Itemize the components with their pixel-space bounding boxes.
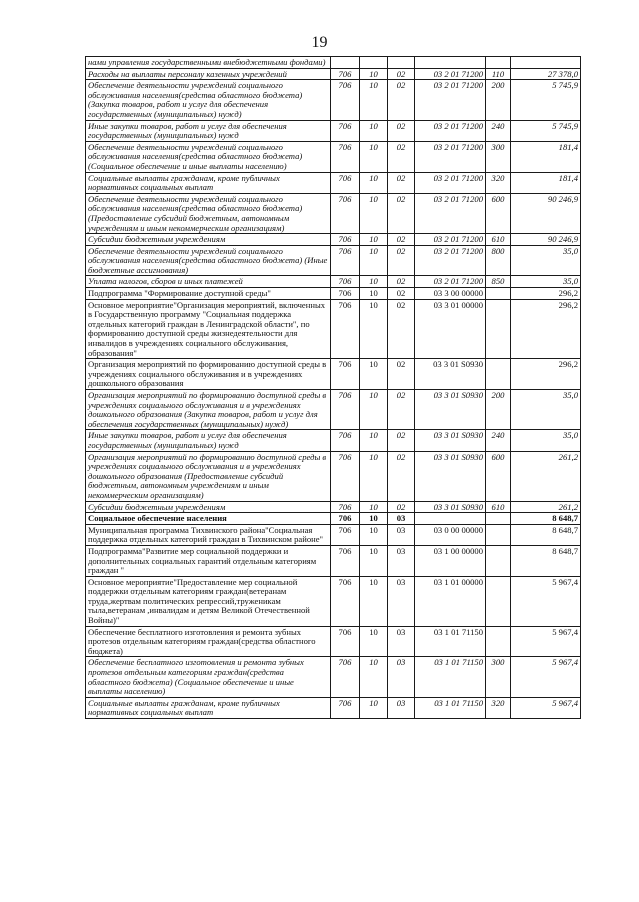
table-row — [86, 57, 581, 69]
row-subsection-cell: 02 — [388, 234, 415, 246]
table-row — [86, 513, 581, 525]
row-subsection-cell: 03 — [388, 513, 415, 525]
row-ved-cell: 706 — [331, 68, 360, 80]
row-expense-type-cell: 300 — [486, 657, 511, 697]
row-section-cell: 10 — [360, 172, 388, 193]
row-target-article-cell: 03 1 01 71150 — [415, 697, 486, 718]
row-target-article-cell — [415, 513, 486, 525]
row-subsection-cell: 02 — [388, 288, 415, 300]
row-amount-cell: 35,0 — [511, 245, 581, 276]
row-amount-cell: 5 745,9 — [511, 80, 581, 120]
row-section-cell: 10 — [360, 545, 388, 576]
row-name-cell: нами управления государственными внебюджетными фондами) — [86, 57, 331, 69]
row-section-cell: 10 — [360, 120, 388, 141]
row-expense-type-cell — [486, 513, 511, 525]
row-ved-cell — [331, 57, 360, 69]
row-target-article-cell: 03 3 01 S0930 — [415, 359, 486, 390]
row-subsection-cell: 03 — [388, 545, 415, 576]
row-target-article-cell: 03 1 01 00000 — [415, 576, 486, 626]
row-target-article-cell: 03 3 01 S0930 — [415, 390, 486, 430]
row-subsection-cell: 02 — [388, 141, 415, 172]
row-section-cell: 10 — [360, 697, 388, 718]
row-expense-type-cell: 240 — [486, 120, 511, 141]
row-name-cell: Подпрограмма "Формирование доступной среды" — [86, 288, 331, 300]
row-ved-cell: 706 — [331, 657, 360, 697]
row-expense-type-cell — [486, 626, 511, 657]
row-target-article-cell: 03 3 01 S0930 — [415, 451, 486, 501]
row-subsection-cell: 03 — [388, 524, 415, 545]
table-row — [86, 80, 581, 120]
row-amount-cell: 8 648,7 — [511, 513, 581, 525]
row-section-cell: 10 — [360, 245, 388, 276]
row-name-cell: Субсидии бюджетным учреждениям — [86, 234, 331, 246]
row-name-cell: Обеспечение деятельности учреждений социального обслуживания населения(средства областного бюджета) (Предоставление субсидий бюджетным, автономным учреждениям и иным некоммерческим организациям) — [86, 193, 331, 233]
row-ved-cell: 706 — [331, 276, 360, 288]
table-row — [86, 120, 581, 141]
row-ved-cell: 706 — [331, 288, 360, 300]
row-expense-type-cell: 320 — [486, 697, 511, 718]
row-target-article-cell: 03 1 00 00000 — [415, 545, 486, 576]
row-name-cell: Основное мероприятие"Предоставление мер социальной поддержки отдельным категориям граждан(ветеранам труда,жертвам политических репрессий,труженикам тыла,ветеранам ,инвалидам и детям Великой Отечественной Войны)" — [86, 576, 331, 626]
row-section-cell: 10 — [360, 524, 388, 545]
row-ved-cell: 706 — [331, 524, 360, 545]
row-expense-type-cell — [486, 524, 511, 545]
table-row — [86, 626, 581, 657]
row-expense-type-cell: 600 — [486, 193, 511, 233]
row-subsection-cell: 03 — [388, 576, 415, 626]
page-number: 19 — [311, 34, 328, 51]
row-name-cell: Расходы на выплаты персоналу казенных учреждений — [86, 68, 331, 80]
row-target-article-cell: 03 2 01 71200 — [415, 276, 486, 288]
row-ved-cell: 706 — [331, 141, 360, 172]
row-ved-cell: 706 — [331, 172, 360, 193]
row-target-article-cell: 03 3 00 00000 — [415, 288, 486, 300]
row-subsection-cell: 02 — [388, 245, 415, 276]
row-section-cell: 10 — [360, 390, 388, 430]
row-ved-cell: 706 — [331, 193, 360, 233]
table-row — [86, 172, 581, 193]
row-amount-cell — [511, 57, 581, 69]
row-name-cell: Подпрограмма"Развитие мер социальной поддержки и дополнительных социальных гарантий отдельным категориям граждан " — [86, 545, 331, 576]
row-subsection-cell: 02 — [388, 193, 415, 233]
row-amount-cell: 5 967,4 — [511, 576, 581, 626]
row-amount-cell: 35,0 — [511, 390, 581, 430]
row-name-cell: Социальные выплаты гражданам, кроме публичных нормативных социальных выплат — [86, 172, 331, 193]
row-name-cell: Обеспечение бесплатного изготовления и ремонта зубных протезов отдельным категориям граждан(средства областного бюджета) — [86, 626, 331, 657]
row-section-cell: 10 — [360, 501, 388, 513]
row-section-cell: 10 — [360, 513, 388, 525]
row-subsection-cell: 02 — [388, 68, 415, 80]
table-row — [86, 545, 581, 576]
row-ved-cell: 706 — [331, 299, 360, 359]
table-row — [86, 359, 581, 390]
row-name-cell: Социальные выплаты гражданам, кроме публичных нормативных социальных выплат — [86, 697, 331, 718]
row-name-cell: Обеспечение деятельности учреждений социального обслуживания населения(средства областного бюджета) (Закупка товаров, работ и услуг для обеспечения государственных (муниципальных) нужд) — [86, 80, 331, 120]
row-ved-cell: 706 — [331, 430, 360, 451]
row-section-cell: 10 — [360, 193, 388, 233]
row-subsection-cell: 02 — [388, 430, 415, 451]
row-amount-cell: 5 745,9 — [511, 120, 581, 141]
row-amount-cell: 261,2 — [511, 501, 581, 513]
row-section-cell: 10 — [360, 430, 388, 451]
row-name-cell: Организация мероприятий по формированию доступной среды в учреждениях социального обслуживания и в учреждениях дошкольного образования (Закупка товаров, работ и услуг для обеспечения государственных (муниципальных) нужд) — [86, 390, 331, 430]
row-name-cell: Уплата налогов, сборов и иных платежей — [86, 276, 331, 288]
row-ved-cell: 706 — [331, 576, 360, 626]
row-target-article-cell — [415, 57, 486, 69]
row-name-cell: Субсидии бюджетным учреждениям — [86, 501, 331, 513]
table-row — [86, 524, 581, 545]
row-target-article-cell: 03 2 01 71200 — [415, 80, 486, 120]
row-ved-cell: 706 — [331, 697, 360, 718]
table-row — [86, 390, 581, 430]
row-amount-cell: 181,4 — [511, 141, 581, 172]
budget-table-body — [86, 57, 581, 719]
row-ved-cell: 706 — [331, 245, 360, 276]
row-name-cell: Основное мероприятие"Организация мероприятий, включенных в Государственную программу "Социальная поддержка отдельных категорий граждан в Ленинградской области", по формированию доступной среды жизнедеятельности для инвалидов в учреждениях социального обслуживания, образования" — [86, 299, 331, 359]
row-subsection-cell: 02 — [388, 172, 415, 193]
row-ved-cell: 706 — [331, 451, 360, 501]
row-expense-type-cell — [486, 359, 511, 390]
row-target-article-cell: 03 2 01 71200 — [415, 68, 486, 80]
row-section-cell: 10 — [360, 451, 388, 501]
row-expense-type-cell: 610 — [486, 501, 511, 513]
row-ved-cell: 706 — [331, 80, 360, 120]
row-amount-cell: 35,0 — [511, 430, 581, 451]
row-amount-cell: 5 967,4 — [511, 626, 581, 657]
row-amount-cell: 90 246,9 — [511, 193, 581, 233]
row-subsection-cell: 02 — [388, 390, 415, 430]
row-expense-type-cell: 240 — [486, 430, 511, 451]
row-amount-cell: 27 378,0 — [511, 68, 581, 80]
row-subsection-cell: 03 — [388, 697, 415, 718]
row-target-article-cell: 03 2 01 71200 — [415, 120, 486, 141]
table-row — [86, 299, 581, 359]
row-target-article-cell: 03 2 01 71200 — [415, 245, 486, 276]
row-amount-cell: 296,2 — [511, 288, 581, 300]
row-target-article-cell: 03 2 01 71200 — [415, 193, 486, 233]
row-name-cell: Обеспечение деятельности учреждений социального обслуживания населения(средства областного бюджета) (Иные бюджетные ассигнования) — [86, 245, 331, 276]
row-subsection-cell: 02 — [388, 451, 415, 501]
row-target-article-cell: 03 0 00 00000 — [415, 524, 486, 545]
table-row — [86, 276, 581, 288]
row-ved-cell: 706 — [331, 390, 360, 430]
row-target-article-cell: 03 1 01 71150 — [415, 626, 486, 657]
row-subsection-cell: 03 — [388, 657, 415, 697]
row-expense-type-cell — [486, 545, 511, 576]
row-section-cell: 10 — [360, 657, 388, 697]
row-subsection-cell: 02 — [388, 276, 415, 288]
row-target-article-cell: 03 2 01 71200 — [415, 172, 486, 193]
row-expense-type-cell: 200 — [486, 80, 511, 120]
row-ved-cell: 706 — [331, 359, 360, 390]
row-section-cell: 10 — [360, 626, 388, 657]
row-section-cell: 10 — [360, 576, 388, 626]
row-expense-type-cell — [486, 576, 511, 626]
table-row — [86, 697, 581, 718]
budget-table — [85, 56, 581, 719]
row-section-cell: 10 — [360, 68, 388, 80]
row-name-cell: Иные закупки товаров, работ и услуг для обеспечения государственных (муниципальных) нужд — [86, 430, 331, 451]
table-row — [86, 193, 581, 233]
row-subsection-cell — [388, 57, 415, 69]
table-row — [86, 245, 581, 276]
row-section-cell — [360, 57, 388, 69]
row-expense-type-cell: 800 — [486, 245, 511, 276]
row-amount-cell: 90 246,9 — [511, 234, 581, 246]
row-section-cell: 10 — [360, 80, 388, 120]
row-amount-cell: 8 648,7 — [511, 545, 581, 576]
row-expense-type-cell: 610 — [486, 234, 511, 246]
row-name-cell: Организация мероприятий по формированию доступной среды в учреждениях социального обслуживания и в учреждениях дошкольного образования — [86, 359, 331, 390]
row-ved-cell: 706 — [331, 545, 360, 576]
row-expense-type-cell: 320 — [486, 172, 511, 193]
row-section-cell: 10 — [360, 288, 388, 300]
table-row — [86, 288, 581, 300]
row-target-article-cell: 03 2 01 71200 — [415, 234, 486, 246]
row-name-cell: Обеспечение бесплатного изготовления и ремонта зубных протезов отдельным категориям граждан(средства областного бюджета) (Социальное обеспечение и иные выплаты населению) — [86, 657, 331, 697]
table-row — [86, 234, 581, 246]
row-subsection-cell: 02 — [388, 120, 415, 141]
row-subsection-cell: 02 — [388, 359, 415, 390]
row-section-cell: 10 — [360, 299, 388, 359]
row-amount-cell: 8 648,7 — [511, 524, 581, 545]
row-expense-type-cell: 600 — [486, 451, 511, 501]
row-expense-type-cell: 850 — [486, 276, 511, 288]
row-name-cell: Организация мероприятий по формированию доступной среды в учреждениях социального обслуживания и в учреждениях дошкольного образования (Предоставление субсидий бюджетным, автономным учреждениям и иным некоммерческим организациям) — [86, 451, 331, 501]
table-row — [86, 501, 581, 513]
row-amount-cell: 181,4 — [511, 172, 581, 193]
row-target-article-cell: 03 1 01 71150 — [415, 657, 486, 697]
row-expense-type-cell — [486, 288, 511, 300]
row-subsection-cell: 02 — [388, 299, 415, 359]
row-subsection-cell: 02 — [388, 501, 415, 513]
row-amount-cell: 296,2 — [511, 359, 581, 390]
row-section-cell: 10 — [360, 276, 388, 288]
table-row — [86, 141, 581, 172]
row-section-cell: 10 — [360, 141, 388, 172]
row-ved-cell: 706 — [331, 626, 360, 657]
row-target-article-cell: 03 2 01 71200 — [415, 141, 486, 172]
row-expense-type-cell — [486, 57, 511, 69]
row-ved-cell: 706 — [331, 513, 360, 525]
row-ved-cell: 706 — [331, 234, 360, 246]
table-row — [86, 68, 581, 80]
row-subsection-cell: 02 — [388, 80, 415, 120]
row-target-article-cell: 03 3 01 S0930 — [415, 501, 486, 513]
row-name-cell: Муниципальная программа Тихвинского района"Социальная поддержка отдельных категорий граждан в Тихвинском районе" — [86, 524, 331, 545]
row-expense-type-cell: 300 — [486, 141, 511, 172]
table-row — [86, 576, 581, 626]
row-section-cell: 10 — [360, 234, 388, 246]
row-expense-type-cell: 200 — [486, 390, 511, 430]
row-target-article-cell: 03 3 01 00000 — [415, 299, 486, 359]
row-amount-cell: 5 967,4 — [511, 697, 581, 718]
row-ved-cell: 706 — [331, 501, 360, 513]
row-section-cell: 10 — [360, 359, 388, 390]
row-name-cell: Обеспечение деятельности учреждений социального обслуживания населения(средства областного бюджета) (Социальное обеспечение и иные выплаты населению) — [86, 141, 331, 172]
row-amount-cell: 35,0 — [511, 276, 581, 288]
row-amount-cell: 296,2 — [511, 299, 581, 359]
table-row — [86, 657, 581, 697]
row-expense-type-cell: 110 — [486, 68, 511, 80]
row-subsection-cell: 03 — [388, 626, 415, 657]
table-row — [86, 451, 581, 501]
row-expense-type-cell — [486, 299, 511, 359]
row-ved-cell: 706 — [331, 120, 360, 141]
table-row — [86, 430, 581, 451]
row-amount-cell: 261,2 — [511, 451, 581, 501]
row-amount-cell: 5 967,4 — [511, 657, 581, 697]
row-target-article-cell: 03 3 01 S0930 — [415, 430, 486, 451]
row-name-cell: Социальное обеспечение населения — [86, 513, 331, 525]
row-name-cell: Иные закупки товаров, работ и услуг для обеспечения государственных (муниципальных) нужд — [86, 120, 331, 141]
